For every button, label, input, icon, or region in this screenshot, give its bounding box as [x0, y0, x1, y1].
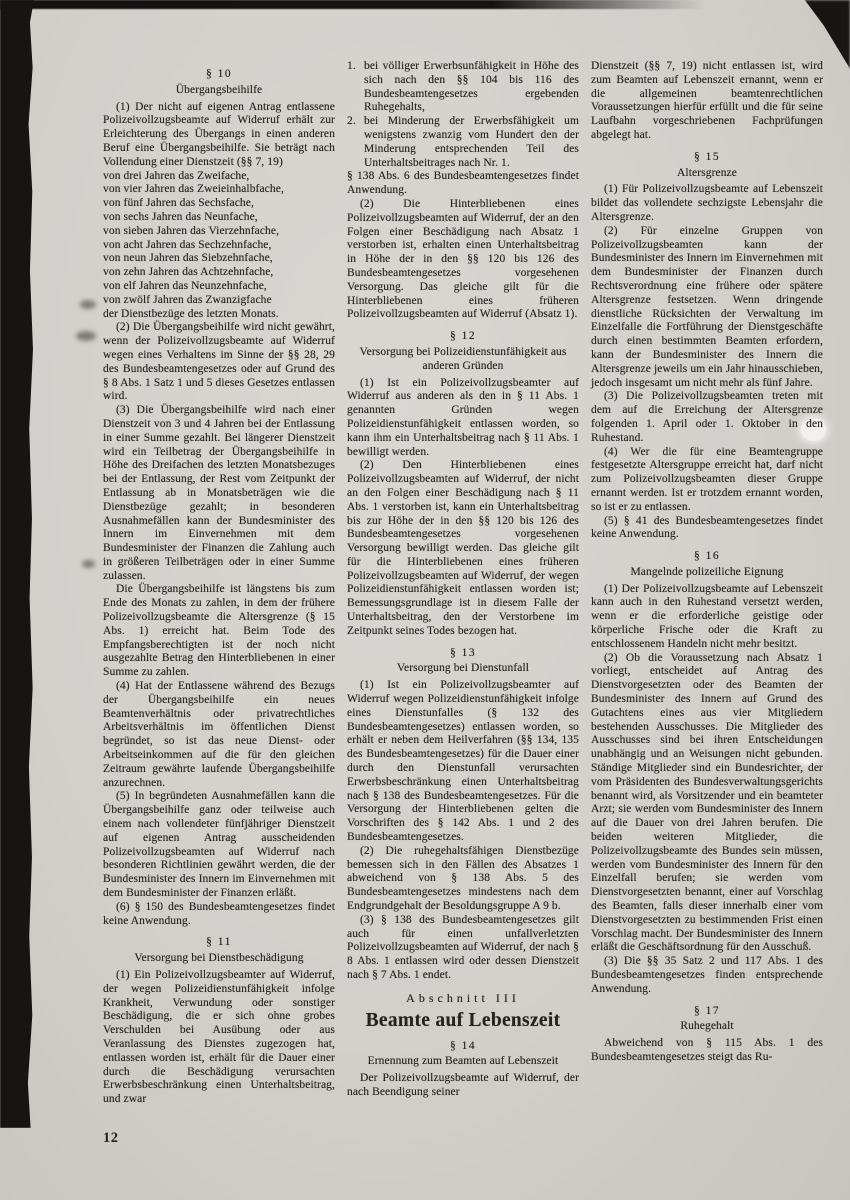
section-title: Mangelnde polizeiliche Eignung	[630, 565, 784, 578]
section-number: § 10	[205, 68, 233, 80]
scan-edge-left	[0, 0, 34, 1128]
paragraph: Abweichend von § 115 Abs. 1 des Bundesbeamtengesetzes steigt das Ru-	[591, 1037, 823, 1063]
list-line: von fünf Jahren das Sechsfache,	[103, 197, 254, 210]
paragraph: (3) § 138 des Bundesbeamtengesetzes gilt auch für einen unfallverletzten Polizeivollzugsbeamten auf Widerruf, der nach § 8 Abs. 1 entlassen wird oder dessen Dienstzeit nach § 7 Abs. 1 endet.	[347, 913, 579, 981]
paragraph: Die Übergangsbeihilfe ist längstens bis zum Ende des Monats zu zahlen, in dem der frühere Polizeivollzugsbeamte die Altersgrenze (§ 15 Abs. 1) erreicht hat. Beim Tode des Empfangsberechtigten ist der noch nicht ausgezahlte Betrag den Hinterbliebenen in einer Summe zu zahlen.	[103, 583, 335, 679]
list-line: von vier Jahren das Zweieinhalbfache,	[103, 183, 284, 196]
paragraph: (5) In begründeten Ausnahmefällen kann die Übergangsbeihilfe ganz oder teilweise auch einem nach vollendeter fünfjähriger Dienstzeit auf eigenen Antrag ausscheidenden Polizeivollzugsbeamten auf Widerruf nach besonderen Richtlinien gewährt werden, die der Bundesminister des Innern im Einvernehmen mit dem Bundesminister der Finanzen erläßt.	[103, 790, 335, 900]
ink-smudge	[82, 560, 95, 568]
section-number: § 15	[693, 150, 721, 163]
paragraph: (5) § 41 des Bundesbeamtengesetzes findet keine Anwendung.	[591, 514, 823, 541]
section-number: § 16	[693, 550, 721, 563]
numbered-item	[347, 60, 579, 115]
paragraph: (2) Den Hinterbliebenen eines Polizeivollzugsbeamten auf Widerruf, der nicht an den Folgen einer Beschädigung nach § 11 Abs. 1 verstorben ist, kann ein Unterhaltsbeitrag bis zur Höhe der in den §§ 120 bis 126 des Bundesbeamtengesetzes vorgesehenen Versorgung bewilligt werden. Das gleiche gilt für die Hinterbliebenen eines früheren Polizeivollzugsbeamten auf Widerruf, der wegen Polizeidienstunfähigkeit entlassen worden ist; Bemessungsgrundlage ist in diesem Falle der Unterhaltsbeitrag, den der Verstorbene im Zeitpunkt seines Todes bezogen hat.	[347, 459, 579, 637]
paragraph: (1) Ein Polizeivollzugsbeamter auf Widerruf, der wegen Polizeidienstunfähigkeit infolge Krankheit, Verwundung oder sonstiger Beschädigung, die er sich ohne grobes Verschulden bei Ausübung oder aus Veranlassung des Dienstes zugezogen hat, entlassen worden ist, erhält für die Dauer einer durch die Beschädigung verursachten Erwerbsbeschränkung einen Unterhaltsbeitrag, und zwar	[103, 969, 335, 1106]
paragraph: (6) § 150 des Bundesbeamtengesetzes findet keine Anwendung.	[103, 900, 335, 927]
list-line: von neun Jahren das Siebzehnfache,	[103, 252, 273, 265]
section-title: Altersgrenze	[677, 166, 737, 179]
text-columns	[103, 60, 823, 1146]
item-number: 1.	[347, 60, 356, 72]
page-number: 12	[103, 1130, 119, 1146]
list-line: von sieben Jahren das Vierzehnfache,	[103, 224, 280, 237]
paragraph: (3) Die §§ 35 Satz 2 und 117 Abs. 1 des Bundesbeamtengesetzes finden entsprechende Anwendung.	[591, 955, 823, 995]
paragraph: (1) Der Polizeivollzugsbeamte auf Lebenszeit kann auch in den Ruhestand versetzt werden, wenn er die erforderliche geistige oder körperliche Frische oder die Kraft zu entschlossenem Handeln nicht mehr besitzt.	[591, 582, 823, 650]
paragraph: § 138 Abs. 6 des Bundesbeamtengesetzes findet Anwendung.	[347, 170, 579, 197]
section-number: § 17	[693, 1004, 721, 1017]
list-line: von drei Jahren das Zweifache,	[103, 169, 250, 182]
paragraph: (4) Wer die für eine Beamtengruppe festgesetzte Altersgruppe erreicht hat, darf nicht zum Polizeivollzugsbeamten dieser Gruppe ernannt werden. Ist er trotzdem ernannt worden, so ist er zu entlassen.	[591, 445, 823, 513]
part-title: Beamte auf Lebenszeit	[365, 1009, 561, 1031]
section-title: Übergangsbeihilfe	[175, 83, 263, 96]
paragraph: (1) Für Polizeivollzugsbeamte auf Lebenszeit bildet das vollendete sechzigste Lebensjahr die Altersgrenze.	[591, 183, 823, 223]
section-title: Ruhegehalt	[680, 1020, 734, 1033]
list-line: von sechs Jahren das Neunfache,	[103, 210, 258, 223]
paragraph: (2) Ob die Voraussetzung nach Absatz 1 vorliegt, entscheidet auf Antrag des Dienstvorgesetzten oder des Beamten der Bundesminister des Innern auf Grund des Gutachtens eines aus vier Mitgliedern bestehenden Ausschusses. Die Mitglieder des Ausschusses sind bei ihren Entscheidungen unabhängig und an Weisungen nicht gebunden. Ständige Mitglieder sind ein Bundesrichter, der vom Präsidenten des Bundesverwaltungsgerichts benannt wird, als Vorsitzender und ein beamteter Arzt; sie werden vom Bundesminister des Innern auf die Dauer von drei Jahren berufen. Die beiden weiteren Mitglieder, die Polizeivollzugsbeamte des Bundes sein müssen, werden vom Bundesminister des Innern für den Einzelfall berufen; sie werden vom Dienstvorgesetzten benannt, einer auf Vorschlag des Beamten, falls dieser innerhalb einer vom Dienstvorgesetzten zu bestimmenden Frist einen Vorschlag macht. Der Bundesminister des Innern erläßt die Geschäftsordnung für den Ausschuß.	[591, 651, 823, 954]
ink-smudge	[76, 331, 96, 341]
paragraph: (3) Die Polizeivollzugsbeamten treten mit dem auf die Erreichung der Altersgrenze folgenden 1. April oder 1. Oktober in den Ruhestand.	[591, 390, 823, 444]
text-column-2	[347, 60, 579, 1146]
paragraph: (2) Die ruhegehaltsfähigen Dienstbezüge bemessen sich in den Fällen des Absatzes 1 abweichend von § 138 Abs. 5 des Bundesbeamtengesetzes mindestens nach dem Endgrundgehalt der Besoldungsgruppe A 9 b.	[347, 844, 579, 913]
list-line: von acht Jahren das Sechzehnfache,	[103, 238, 272, 251]
scan-edge-top	[0, 0, 705, 9]
paragraph: (2) Für einzelne Gruppen von Polizeivollzugsbeamten kann der Bundesminister des Innern im Einvernehmen mit dem Bundesminister der Finanzen durch Rechtsverordnung eine frühere oder spätere Altersgrenze festsetzen. Wenn dringende dienstliche Rücksichten der Verwaltung im Einzelfalle die Fortführung der Dienstgeschäfte durch einen bestimmten Beamten erfordern, kann der Bundesminister des Innern die Altersgrenze jeweils um ein Jahr hinausschieben, jedoch insgesamt um nicht mehr als fünf Jahre.	[591, 224, 823, 389]
text-column-1	[103, 60, 335, 1146]
ink-smudge	[80, 300, 96, 309]
section-title: Versorgung bei Dienstbeschädigung	[134, 952, 304, 965]
section-title: Versorgung bei Dienstunfall	[396, 662, 530, 675]
section-title: Ernennung zum Beamten auf Lebenszeit	[367, 1055, 559, 1068]
list-line: der Dienstbezüge des letzten Monats.	[103, 307, 279, 320]
numbered-item	[347, 115, 579, 170]
section-title: Versorgung bei Polizeidienstunfähigkeit aus anderen Gründen	[359, 345, 567, 372]
section-number: § 12	[449, 330, 477, 343]
section-number: § 14	[449, 1039, 477, 1052]
section-number: § 11	[206, 936, 232, 949]
paragraph: (2) Die Hinterbliebenen eines Polizeivollzugsbeamten auf Widerruf, der an den Folgen einer Beschädigung nach Absatz 1 verstorben ist, erhalten einen Unterhaltsbeitrag in Höhe der in den §§ 120 bis 126 des Bundesbeamtengesetzes vorgesehenen Versorgung. Das gleiche gilt für die Hinterbliebenen eines früheren Polizeivollzugsbeamten auf Widerruf (Absatz 1).	[347, 197, 579, 321]
paragraph: (4) Hat der Entlassene während des Bezugs der Übergangsbeihilfe ein neues Beamtenverhältnis oder privatrechtliches Arbeitsverhältnis im öffentlichen Dienst begründet, so ist das neue Dienst- oder Arbeitseinkommen auf die für den gleichen Zeitraum gewährte laufende Übergangsbeihilfe anzurechnen.	[103, 680, 335, 789]
paragraph: (2) Die Übergangsbeihilfe wird nicht gewährt, wenn der Polizeivollzugsbeamte auf Widerruf wegen eines Verhaltens im Sinne der §§ 28, 29 des Bundesbeamtengesetzes oder auf Grund des § 8 Abs. 1 Satz 1 und 5 dieses Gesetzes entlassen wird.	[103, 321, 335, 403]
section-number: § 13	[449, 646, 477, 659]
paragraph: Der Polizeivollzugsbeamte auf Widerruf, der nach Beendigung seiner	[347, 1072, 579, 1098]
item-text: bei Minderung der Erwerbsfähigkeit um wenigstens zwanzig vom Hundert den der Minderung entsprechenden Teil des Unterhaltsbeitrages nach Nr. 1.	[364, 115, 579, 169]
list-line: von zehn Jahren das Achtzehnfache,	[103, 266, 274, 279]
paragraph: (1) Ist ein Polizeivollzugsbeamter auf Widerruf wegen Polizeidienstunfähigkeit infolge eines Dienstunfalles (§ 132 des Bundesbeamtengesetzes) entlassen worden, so erhält er neben dem Heilverfahren (§§ 134, 135 des Bundesbeamtengesetzes) für die Dauer einer durch den Dienstunfall verursachten Erwerbsbeschränkung einen Unterhaltsbeitrag nach § 138 des Bundesbeamtengesetzes. Für die Versorgung der Hinterbliebenen gelten die Vorschriften des § 142 Abs. 1 und 2 des Bundesbeamtengesetzes.	[347, 679, 579, 844]
part-heading: Abschnitt III	[406, 990, 520, 1005]
list-line: von elf Jahren das Neunzehnfache,	[103, 279, 267, 292]
text-column-3	[591, 60, 823, 1146]
list-line: von zwölf Jahren das Zwanzigfache	[103, 293, 272, 306]
item-number: 2.	[347, 115, 356, 128]
paragraph: (3) Die Übergangsbeihilfe wird nach einer Dienstzeit von 3 und 4 Jahren bei der Entlassung in einer Summe gezahlt. Bei längerer Dienstzeit wird ein Teilbetrag der Übergangsbeihilfe in Höhe des Dreifachen des letzten Monatsbezuges bei der Entlassung, der Rest vom Zeitpunkt der Entlassung ab in Monatsbeträgen wie die Dienstbezüge gezahlt; in besonderen Ausnahmefällen kann der Bundesminister des Innern im Einvernehmen mit dem Bundesminister der Finanzen die Zahlung auch in größeren Teilbeträgen oder in einer Summe zulassen.	[103, 404, 335, 582]
paragraph: (1) Ist ein Polizeivollzugsbeamter auf Widerruf aus anderen als den in § 11 Abs. 1 genannten Gründen wegen Polizeidienstunfähigkeit entlassen worden, so kann ihm ein Unterhaltsbeitrag nach § 11 Abs. 1 bewilligt werden.	[347, 376, 579, 458]
paragraph: (1) Der nicht auf eigenen Antrag entlassene Polizeivollzugsbeamte auf Widerruf erhält zur Erleichterung des Übergangs in einen anderen Beruf eine Übergangsbeihilfe. Sie beträgt nach Vollendung einer Dienstzeit (§§ 7, 19)	[103, 100, 335, 168]
item-text: bei völliger Erwerbsunfähigkeit in Höhe des sich nach den §§ 104 bis 116 des Bundesbeamtengesetzes ergebenden Ruhegehalts,	[364, 60, 579, 114]
line-list	[103, 170, 335, 322]
paragraph: Dienstzeit (§§ 7, 19) nicht entlassen ist, wird zum Beamten auf Lebenszeit ernannt, wenn er die allgemeinen beamtenrechtlichen Voraussetzungen hierfür erfüllt und die für seine Laufbahn vorgeschriebenen Fachprüfungen abgelegt hat.	[591, 60, 823, 141]
